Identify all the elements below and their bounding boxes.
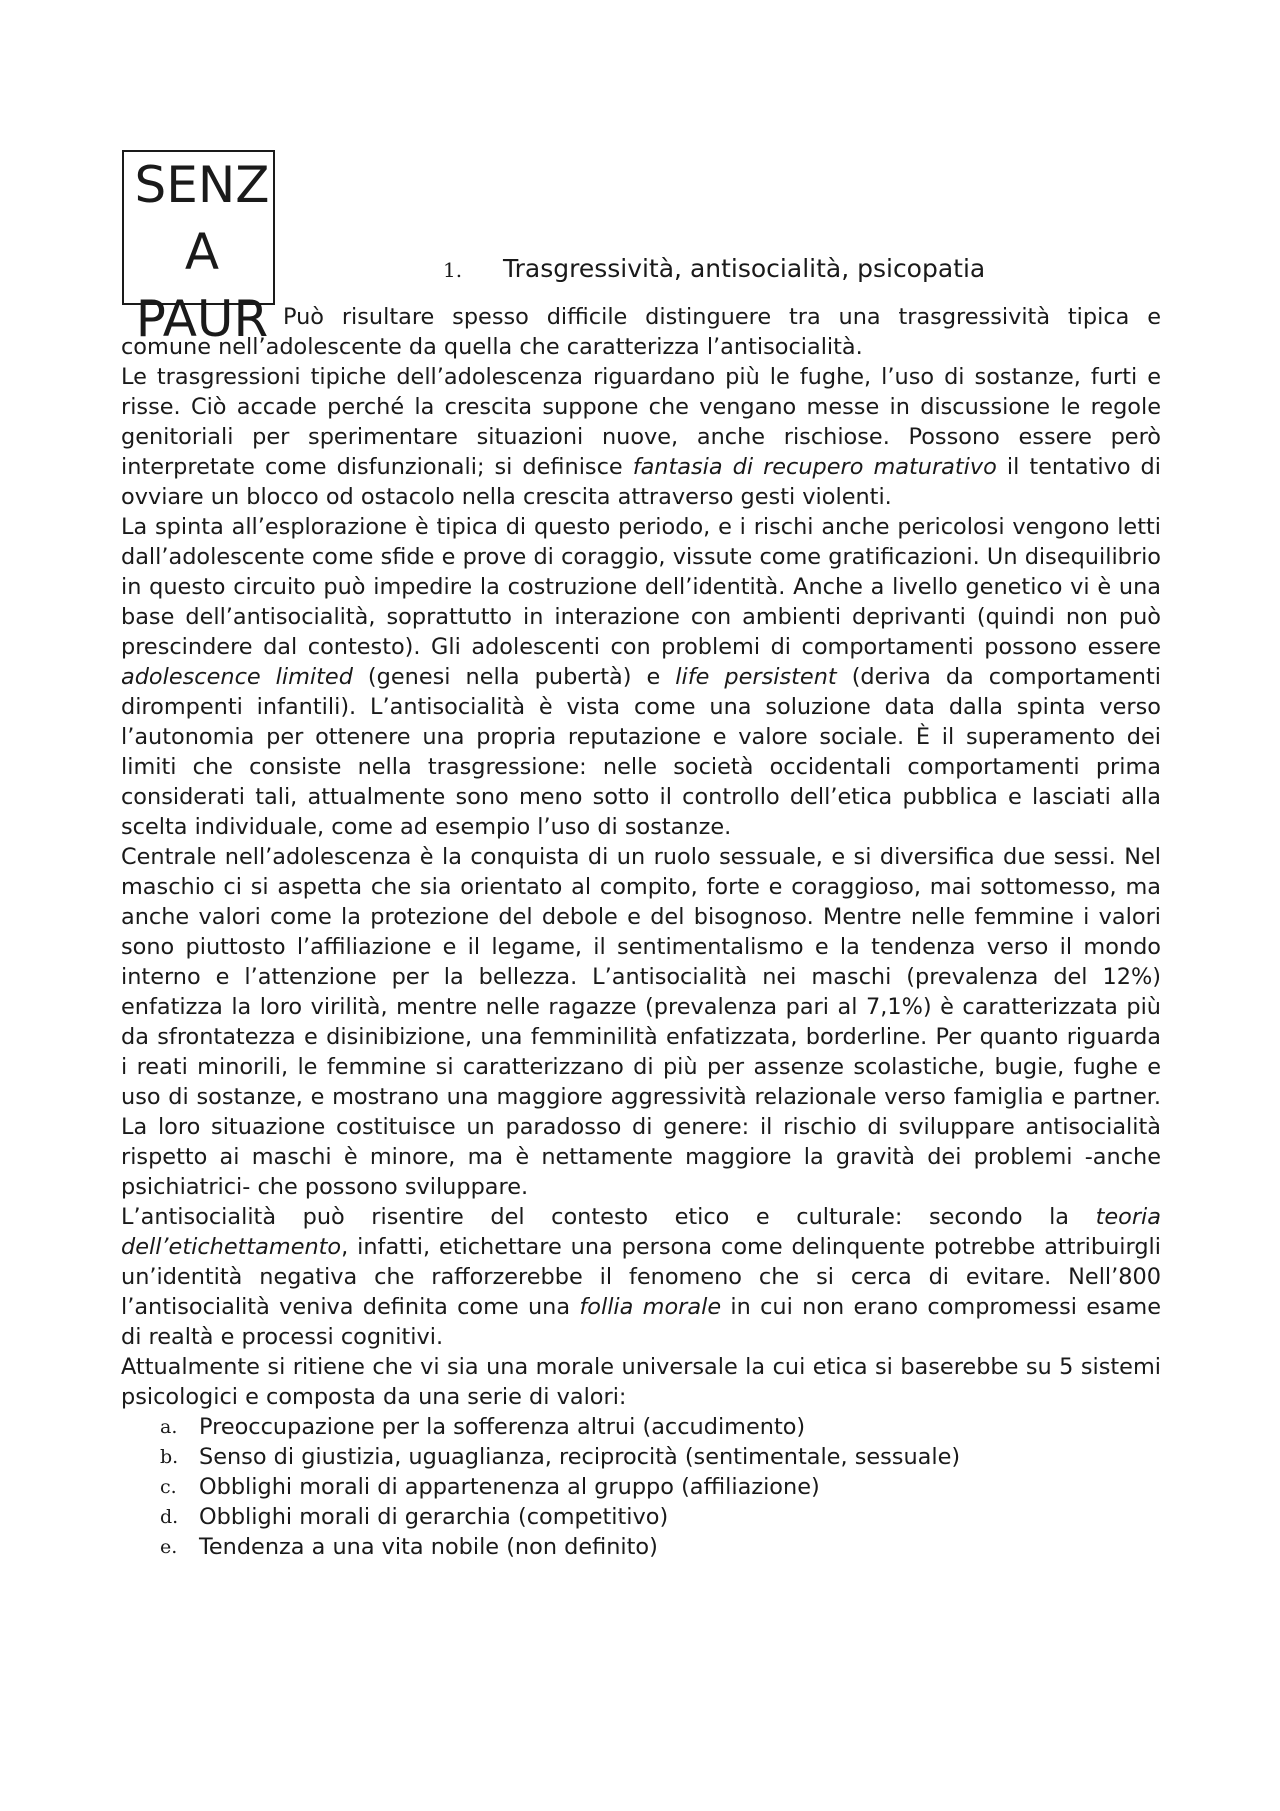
- list-item: [121, 1442, 1161, 1472]
- list-marker: a.: [160, 1416, 178, 1438]
- section-heading: [443, 252, 985, 287]
- text-run: La spinta all’esplorazione è tipica di questo periodo, e i rischi anche pericolosi vengono letti dall’adolescente come sfide e prove di coraggio, vissute come gratificazioni. Un disequilibrio in questo circuito può impedire la costruzione dell’identità. Anche a livello genetico vi è una base dell’antisocialità, soprattutto in interazione con ambienti deprivanti (quindi non può prescindere dal contesto). Gli adolescenti con problemi di comportamenti possono essere: [121, 514, 1161, 660]
- list-item: [121, 1472, 1161, 1502]
- document-body: [121, 302, 1161, 1562]
- italic-term: teoria dell’etichettamento: [121, 1204, 1161, 1260]
- values-list: [121, 1412, 1161, 1562]
- text-run: in cui non erano compromessi esame di realtà e processi cognitivi.: [121, 1294, 1162, 1350]
- list-item-text: Obblighi morali di appartenenza al gruppo (affiliazione): [199, 1474, 820, 1500]
- text-run: Centrale nell’adolescenza è la conquista di un ruolo sessuale, e si diversifica due sessi. Nel maschio ci si aspetta che sia orientato al compito, forte e coraggioso, mai sottomesso, ma anche valori come la protezione del debole e del bisognoso. Mentre nelle femmine i valori sono piuttosto l’affiliazione e il legame, il sentimentalismo e la tendenza verso il mondo interno e l’attenzione per la bellezza. L’antisocialità nei maschi (prevalenza del 12%) enfatizza la loro virilità, mentre nelle ragazze (prevalenza pari al 7,1%) è caratterizzata più da sfrontatezza e disinibizione, una femminilità enfatizzata, borderline. Per quanto riguarda i reati minorili, le femmine si caratterizzano di più per assenze scolastiche, bugie, fughe e uso di sostanze, e mostrano una maggiore aggressività relazionale verso famiglia e partner. La loro situazione costituisce un paradosso di genere: il rischio di sviluppare antisocialità rispetto ai maschi è minore, ma è nettamente maggiore la gravità dei problemi -anche psichiatrici- che possono sviluppare.: [121, 844, 1161, 1200]
- text-run: L’antisocialità può risentire del contesto etico e culturale: secondo la: [121, 1204, 1096, 1230]
- text-run: (deriva da comportamenti dirompenti infantili). L’antisocialità è vista come una soluzione data dalla spinta verso l’autonomia per ottenere una propria reputazione e valore sociale. È il superamento dei limiti che consiste nella trasgressione: nelle società occidentali comportamenti prima considerati tali, attualmente sono meno sotto il controllo dell’etica pubblica e lasciati alla scelta individuale, come ad esempio l’uso di sostanze.: [121, 664, 1161, 840]
- stamp-line: SENZ: [134, 156, 270, 214]
- list-marker: b.: [160, 1446, 179, 1468]
- paragraphs: [121, 302, 1161, 1412]
- list-item: [121, 1502, 1161, 1532]
- italic-term: fantasia di recupero maturativo: [632, 454, 997, 480]
- list-item-text: Obblighi morali di gerarchia (competitivo): [199, 1504, 669, 1530]
- paragraph: [121, 512, 1161, 842]
- list-marker: e.: [160, 1536, 178, 1558]
- italic-term: life persistent: [675, 664, 837, 690]
- text-run: (genesi nella pubertà) e: [352, 664, 676, 690]
- list-item-text: Senso di giustizia, uguaglianza, reciprocità (sentimentale, sessuale): [199, 1444, 961, 1470]
- italic-term: follia morale: [579, 1294, 722, 1320]
- list-marker: d.: [160, 1506, 179, 1528]
- list-item-text: Tendenza a una vita nobile (non definito): [199, 1534, 658, 1560]
- paragraph: [121, 1352, 1161, 1412]
- text-run: il tentativo di ovviare un blocco od ostacolo nella crescita attraverso gesti violenti.: [121, 454, 1161, 510]
- paragraph: [121, 1202, 1161, 1352]
- list-item-text: Preoccupazione per la sofferenza altrui (accudimento): [199, 1414, 806, 1440]
- stamp-line: PAUR: [135, 290, 269, 348]
- paragraph: [121, 362, 1161, 512]
- heading-title: Trasgressività, antisocialità, psicopatia: [503, 254, 986, 283]
- text-run: , infatti, etichettare una persona come delinquente potrebbe attribuirgli un’identità negativa che rafforzerebbe il fenomeno che si cerca di evitare. Nell’800 l’antisocialità veniva definita come una: [121, 1234, 1161, 1320]
- paragraph: [121, 302, 1161, 362]
- list-item: [121, 1412, 1161, 1442]
- heading-number: 1.: [443, 258, 463, 282]
- text-run: Attualmente si ritiene che vi sia una morale universale la cui etica si baserebbe su 5 sistemi psicologici e composta da una serie di valori:: [121, 1354, 1161, 1410]
- list-item: [121, 1532, 1161, 1562]
- paragraph: [121, 842, 1161, 1202]
- text-run: Può risultare spesso difficile distinguere tra una trasgressività tipica e comune nell’adolescente da quella che caratterizza l’antisocialità.: [121, 304, 1161, 360]
- italic-term: adolescence limited: [121, 664, 353, 690]
- text-run: Le trasgressioni tipiche dell’adolescenza riguardano più le fughe, l’uso di sostanze, furti e risse. Ciò accade perché la crescita suppone che vengano messe in discussione le regole genitoriali per sperimentare situazioni nuove, anche rischiose. Possono essere però interpretate come disfunzionali; si definisce: [121, 364, 1161, 480]
- stamp-line: A: [184, 223, 220, 281]
- list-marker: c.: [160, 1476, 177, 1498]
